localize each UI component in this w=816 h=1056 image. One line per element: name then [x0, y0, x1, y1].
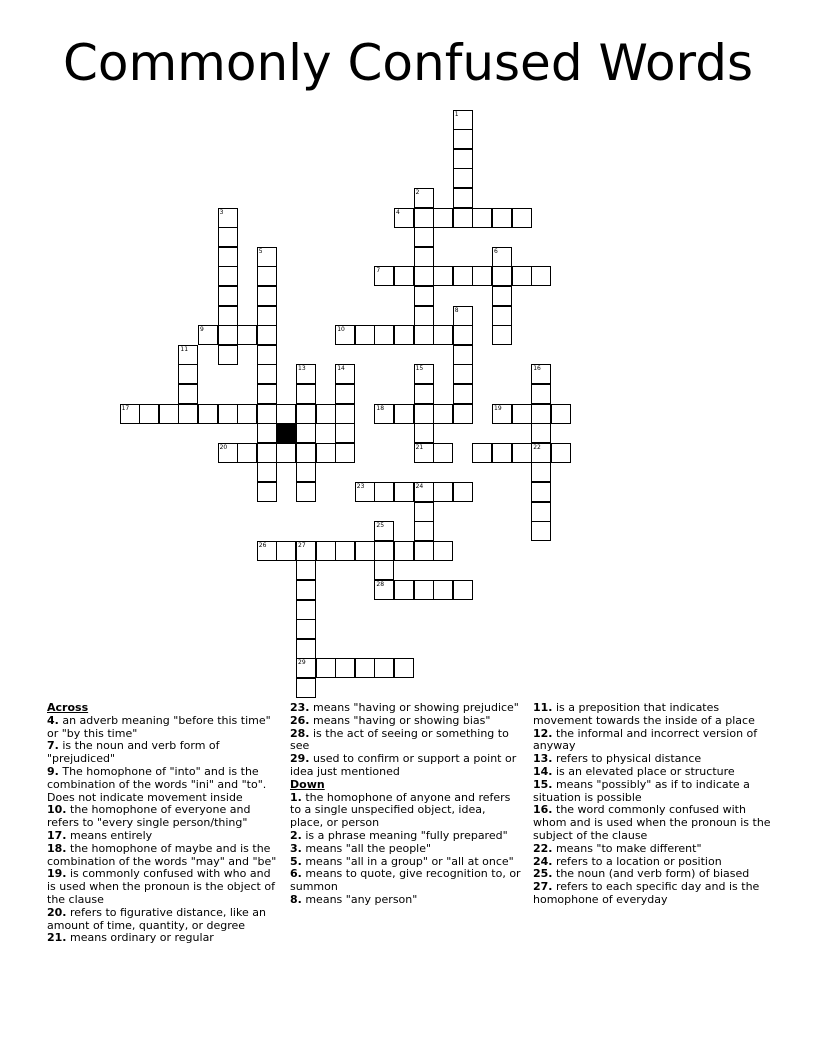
- clue-item-number: 10.: [47, 803, 67, 817]
- grid-cell[interactable]: [531, 384, 551, 404]
- clue-item-number: 1.: [290, 790, 302, 804]
- grid-cell[interactable]: [492, 208, 512, 228]
- clue-item-text: is the act of seeing or something to see: [290, 726, 509, 753]
- clue-item: [533, 702, 773, 728]
- clue-number: 28: [376, 581, 385, 588]
- grid-cell[interactable]: [492, 325, 512, 345]
- clue-number: 22: [533, 443, 541, 451]
- clue-number: 20: [219, 443, 228, 451]
- clue-item-text: refers to each specific day and is the homophone of everyday: [533, 880, 760, 906]
- clue-item-text: means to quote, give recognition to, or summon: [290, 867, 521, 894]
- clue-number: 24: [415, 483, 424, 490]
- grid-cell[interactable]: [414, 188, 434, 208]
- grid-cell[interactable]: [472, 443, 492, 463]
- grid-cell[interactable]: [414, 580, 434, 600]
- grid-cell[interactable]: [296, 560, 316, 580]
- grid-cell[interactable]: [316, 658, 336, 678]
- clue-item-number: 4.: [47, 713, 59, 727]
- grid-cell[interactable]: [296, 619, 316, 639]
- grid-cell[interactable]: [492, 404, 512, 424]
- clue-number: 6: [494, 247, 498, 255]
- grid-cell[interactable]: [531, 521, 551, 541]
- grid-cell[interactable]: [257, 306, 277, 326]
- grid-cell[interactable]: [296, 600, 316, 620]
- grid-cell[interactable]: [296, 580, 316, 600]
- grid-cell[interactable]: [257, 462, 277, 482]
- clue-number: 27: [298, 541, 306, 549]
- clues-column-3: [533, 702, 773, 907]
- grid-cell[interactable]: [531, 423, 551, 443]
- clue-item: [533, 728, 773, 754]
- grid-cell[interactable]: [394, 658, 414, 678]
- clues-column-1: [47, 702, 279, 945]
- clue-item-number: 2.: [290, 828, 302, 842]
- clue-item-number: 7.: [47, 739, 59, 753]
- clue-item-number: 13.: [533, 752, 553, 766]
- clue-item-number: 19.: [47, 867, 67, 881]
- grid-cell[interactable]: [218, 286, 238, 306]
- grid-cell[interactable]: [512, 404, 532, 424]
- grid-cell[interactable]: [355, 541, 375, 561]
- grid-cell[interactable]: [257, 384, 277, 404]
- grid-cell[interactable]: [414, 247, 434, 267]
- clue-item-number: 16.: [533, 803, 553, 817]
- grid-cell[interactable]: [296, 658, 316, 678]
- clue-item-text: means "having or showing bias": [313, 713, 491, 727]
- block-cell: [276, 423, 296, 443]
- grid-cell[interactable]: [453, 129, 473, 149]
- grid-cell[interactable]: [453, 188, 473, 208]
- clue-item-number: 21.: [47, 931, 67, 945]
- grid-cell[interactable]: [414, 306, 434, 326]
- grid-cell[interactable]: [433, 208, 453, 228]
- grid-cell[interactable]: [335, 325, 355, 345]
- grid-cell[interactable]: [374, 325, 394, 345]
- grid-cell[interactable]: [335, 384, 355, 404]
- grid-cell[interactable]: [218, 404, 238, 424]
- clue-item: [47, 740, 279, 766]
- clue-item-number: 23.: [290, 701, 310, 714]
- grid-cell[interactable]: [414, 286, 434, 306]
- clue-item-text: the homophone of maybe and is the combination of the words "may" and "be": [47, 841, 277, 868]
- grid-cell[interactable]: [296, 482, 316, 502]
- grid-cell[interactable]: [335, 423, 355, 443]
- clue-number: 23: [356, 483, 365, 490]
- clue-item: [290, 792, 522, 830]
- clue-item-number: 28.: [290, 726, 310, 740]
- grid-cell[interactable]: [433, 325, 453, 345]
- grid-cell[interactable]: [453, 306, 473, 326]
- grid-cell[interactable]: [296, 384, 316, 404]
- clue-item: [290, 753, 522, 779]
- grid-cell[interactable]: [414, 521, 434, 541]
- grid-cell[interactable]: [296, 443, 316, 463]
- grid-cell[interactable]: [276, 541, 296, 561]
- clue-number: 17: [121, 404, 130, 412]
- grid-cell[interactable]: [531, 502, 551, 522]
- clues-column-2: [290, 702, 522, 907]
- clue-item-text: is an elevated place or structure: [556, 764, 735, 778]
- clue-item-number: 15.: [533, 777, 553, 791]
- clue-item-number: 9.: [47, 764, 59, 778]
- grid-cell[interactable]: [374, 658, 394, 678]
- grid-cell[interactable]: [531, 404, 551, 424]
- clue-item-text: means entirely: [70, 828, 153, 842]
- clue-item-text: means "having or showing prejudice": [313, 701, 519, 714]
- clue-item: [47, 715, 279, 741]
- across-heading: Across: [47, 701, 89, 714]
- down-heading: Down: [290, 777, 325, 791]
- clue-item-text: an adverb meaning "before this time" or "by this time": [47, 713, 271, 740]
- clue-number: 11: [180, 345, 189, 353]
- clue-item-text: The homophone of "into" and is the combination of the words "ini" and "to". Does not indicate movement inside: [47, 764, 267, 804]
- grid-cell[interactable]: [492, 247, 512, 267]
- grid-cell[interactable]: [551, 443, 571, 463]
- grid-cell[interactable]: [335, 658, 355, 678]
- grid-cell[interactable]: [374, 266, 394, 286]
- grid-cell[interactable]: [414, 325, 434, 345]
- grid-cell[interactable]: [414, 443, 434, 463]
- clue-number: 21: [415, 443, 424, 451]
- clue-item: [533, 881, 773, 907]
- grid-cell[interactable]: [257, 286, 277, 306]
- clue-item-number: 3.: [290, 841, 302, 855]
- grid-cell[interactable]: [374, 521, 394, 541]
- clue-number: 3: [219, 208, 224, 216]
- grid-cell[interactable]: [453, 404, 473, 424]
- grid-cell[interactable]: [335, 541, 355, 561]
- grid-cell[interactable]: [237, 404, 257, 424]
- clue-item: [290, 894, 522, 907]
- grid-cell[interactable]: [414, 423, 434, 443]
- grid-cell[interactable]: [178, 404, 198, 424]
- grid-cell[interactable]: [472, 208, 492, 228]
- grid-cell[interactable]: [512, 208, 532, 228]
- grid-cell[interactable]: [512, 443, 532, 463]
- grid-cell[interactable]: [178, 364, 198, 384]
- clue-number: 13: [298, 365, 306, 373]
- grid-cell[interactable]: [355, 658, 375, 678]
- clue-item-number: 20.: [47, 905, 67, 919]
- clue-item-text: refers to physical distance: [556, 752, 702, 766]
- grid-cell[interactable]: [296, 364, 316, 384]
- clue-item-number: 6.: [290, 867, 302, 881]
- grid-cell[interactable]: [453, 149, 473, 169]
- grid-cell[interactable]: [257, 404, 277, 424]
- grid-cell[interactable]: [237, 443, 257, 463]
- clue-item: [533, 804, 773, 842]
- grid-cell[interactable]: [316, 404, 336, 424]
- clue-item-text: means "possibly" as if to indicate a situation is possible: [533, 777, 750, 804]
- clue-item-number: 18.: [47, 841, 67, 855]
- grid-cell[interactable]: [257, 541, 277, 561]
- grid-cell[interactable]: [551, 404, 571, 424]
- grid-cell[interactable]: [296, 639, 316, 659]
- clue-item-text: the informal and incorrect version of anyway: [533, 726, 758, 753]
- grid-cell[interactable]: [414, 266, 434, 286]
- clue-item-text: means "all in a group" or "all at once": [305, 854, 514, 868]
- clue-number: 18: [376, 404, 385, 412]
- clue-item: [47, 907, 279, 933]
- grid-cell[interactable]: [414, 541, 434, 561]
- clue-item-text: means ordinary or regular: [70, 931, 214, 945]
- grid-cell[interactable]: [472, 266, 492, 286]
- grid-cell[interactable]: [296, 462, 316, 482]
- grid-cell[interactable]: [374, 560, 394, 580]
- grid-cell[interactable]: [394, 580, 414, 600]
- grid-cell[interactable]: [414, 208, 434, 228]
- grid-cell[interactable]: [257, 247, 277, 267]
- grid-cell[interactable]: [335, 364, 355, 384]
- grid-cell[interactable]: [453, 266, 473, 286]
- grid-cell[interactable]: [374, 541, 394, 561]
- grid-cell[interactable]: [178, 345, 198, 365]
- grid-cell[interactable]: [394, 208, 414, 228]
- grid-cell[interactable]: [257, 325, 277, 345]
- clue-number: 14: [337, 365, 345, 373]
- clue-item-number: 12.: [533, 726, 553, 740]
- grid-cell[interactable]: [433, 482, 453, 502]
- grid-cell[interactable]: [296, 541, 316, 561]
- clue-item-number: 25.: [533, 867, 553, 881]
- clue-item-number: 5.: [290, 854, 302, 868]
- clue-item-text: is a phrase meaning "fully prepared": [305, 828, 508, 842]
- clue-item-text: is a preposition that indicates movement towards the inside of a place: [533, 701, 755, 727]
- clue-item-number: 29.: [290, 752, 310, 766]
- grid-cell[interactable]: [257, 364, 277, 384]
- grid-cell[interactable]: [218, 208, 238, 228]
- grid-cell[interactable]: [433, 266, 453, 286]
- grid-cell[interactable]: [512, 266, 532, 286]
- clue-item-number: 8.: [290, 892, 302, 906]
- grid-cell[interactable]: [414, 364, 434, 384]
- clue-item: [533, 779, 773, 805]
- clue-item-text: the homophone of everyone and refers to "every single person/thing": [47, 803, 251, 830]
- clue-number: 5: [258, 247, 263, 255]
- grid-cell[interactable]: [257, 423, 277, 443]
- clue-item-number: 27.: [533, 880, 553, 894]
- clue-number: 19: [494, 404, 502, 412]
- grid-cell[interactable]: [218, 227, 238, 247]
- grid-cell[interactable]: [433, 541, 453, 561]
- clue-number: 9: [200, 326, 204, 334]
- grid-cell[interactable]: [198, 404, 218, 424]
- clue-item-number: 14.: [533, 764, 553, 778]
- clue-item-text: used to confirm or support a point or idea just mentioned: [290, 752, 517, 778]
- grid-cell[interactable]: [218, 247, 238, 267]
- grid-cell[interactable]: [394, 482, 414, 502]
- grid-cell[interactable]: [453, 364, 473, 384]
- grid-cell[interactable]: [531, 364, 551, 384]
- grid-cell[interactable]: [276, 404, 296, 424]
- clue-item: [290, 868, 522, 894]
- grid-cell[interactable]: [394, 325, 414, 345]
- grid-cell[interactable]: [433, 443, 453, 463]
- clue-number: 26: [258, 541, 267, 549]
- clue-number: 10: [337, 326, 345, 334]
- clue-item: [47, 868, 279, 906]
- clue-number: 4: [396, 208, 400, 216]
- grid-cell[interactable]: [257, 266, 277, 286]
- clue-item-text: is commonly confused with who and is used when the pronoun is the object of the clause: [47, 867, 275, 906]
- grid-cell[interactable]: [335, 404, 355, 424]
- grid-cell[interactable]: [453, 482, 473, 502]
- clue-item-text: refers to a location or position: [556, 854, 722, 868]
- grid-cell[interactable]: [394, 404, 414, 424]
- clue-item-number: 22.: [533, 841, 553, 855]
- clue-number: 15: [415, 365, 424, 373]
- clue-item: [290, 728, 522, 754]
- grid-cell[interactable]: [414, 482, 434, 502]
- grid-cell[interactable]: [296, 678, 316, 698]
- clue-number: 1: [454, 110, 459, 118]
- grid-cell[interactable]: [355, 325, 375, 345]
- grid-cell[interactable]: [394, 541, 414, 561]
- clue-number: 25: [376, 522, 385, 530]
- grid-cell[interactable]: [374, 404, 394, 424]
- clue-item: [47, 804, 279, 830]
- grid-cell[interactable]: [414, 502, 434, 522]
- clue-item-number: 26.: [290, 713, 310, 727]
- grid-cell[interactable]: [492, 443, 512, 463]
- grid-cell[interactable]: [374, 482, 394, 502]
- grid-cell[interactable]: [316, 541, 336, 561]
- grid-cell[interactable]: [316, 443, 336, 463]
- grid-cell[interactable]: [453, 208, 473, 228]
- grid-cell[interactable]: [414, 404, 434, 424]
- grid-cell[interactable]: [374, 580, 394, 600]
- grid-cell[interactable]: [453, 384, 473, 404]
- clue-item-text: means "any person": [305, 892, 418, 906]
- clue-item-text: the noun (and verb form) of biased: [556, 867, 750, 881]
- clue-item-text: the homophone of anyone and refers to a single unspecified object, idea, place, or person: [290, 790, 511, 830]
- grid-cell[interactable]: [531, 443, 551, 463]
- grid-cell[interactable]: [139, 404, 159, 424]
- grid-cell[interactable]: [296, 423, 316, 443]
- clue-number: 7: [376, 267, 381, 275]
- grid-cell[interactable]: [159, 404, 179, 424]
- grid-cell[interactable]: [531, 266, 551, 286]
- grid-cell[interactable]: [257, 443, 277, 463]
- grid-cell[interactable]: [394, 266, 414, 286]
- grid-cell[interactable]: [453, 168, 473, 188]
- clue-number: 29: [298, 659, 306, 667]
- page-title: Commonly Confused Words: [62, 34, 754, 92]
- grid-cell[interactable]: [453, 580, 473, 600]
- clue-number: 16: [533, 365, 541, 373]
- grid-cell[interactable]: [492, 306, 512, 326]
- grid-cell[interactable]: [218, 325, 238, 345]
- clue-item: [47, 843, 279, 869]
- grid-cell[interactable]: [453, 345, 473, 365]
- clue-item-number: 17.: [47, 828, 67, 842]
- grid-cell[interactable]: [257, 345, 277, 365]
- clue-number: 8: [454, 306, 459, 314]
- clue-item-number: 24.: [533, 854, 553, 868]
- clue-item-text: means "all the people": [305, 841, 432, 855]
- grid-cell[interactable]: [355, 482, 375, 502]
- clue-item: [47, 766, 279, 804]
- clue-item: [47, 932, 279, 945]
- grid-cell[interactable]: [531, 482, 551, 502]
- clue-item-text: the word commonly confused with whom and is used when the pronoun is the subject of the clause: [533, 803, 771, 842]
- clue-item-text: refers to figurative distance, like an amount of time, quantity, or degree: [47, 905, 266, 932]
- clue-item-text: is the noun and verb form of "prejudiced": [47, 739, 220, 766]
- grid-cell[interactable]: [433, 404, 453, 424]
- clue-item-text: means "to make different": [556, 841, 702, 855]
- clue-item-number: 11.: [533, 701, 553, 714]
- grid-cell[interactable]: [218, 306, 238, 326]
- grid-cell[interactable]: [335, 443, 355, 463]
- grid-cell[interactable]: [198, 325, 218, 345]
- grid-cell[interactable]: [492, 266, 512, 286]
- grid-cell[interactable]: [257, 482, 277, 502]
- grid-cell[interactable]: [296, 404, 316, 424]
- grid-cell[interactable]: [218, 345, 238, 365]
- grid-cell[interactable]: [178, 384, 198, 404]
- grid-cell[interactable]: [120, 404, 140, 424]
- grid-cell[interactable]: [433, 580, 453, 600]
- grid-cell[interactable]: [453, 110, 473, 130]
- grid-cell[interactable]: [453, 325, 473, 345]
- grid-cell[interactable]: [237, 325, 257, 345]
- grid-cell[interactable]: [276, 443, 296, 463]
- grid-cell[interactable]: [492, 286, 512, 306]
- grid-cell[interactable]: [414, 384, 434, 404]
- grid-cell[interactable]: [531, 462, 551, 482]
- grid-cell[interactable]: [414, 227, 434, 247]
- grid-cell[interactable]: [218, 266, 238, 286]
- clue-number: 2: [415, 189, 420, 196]
- grid-cell[interactable]: [218, 443, 238, 463]
